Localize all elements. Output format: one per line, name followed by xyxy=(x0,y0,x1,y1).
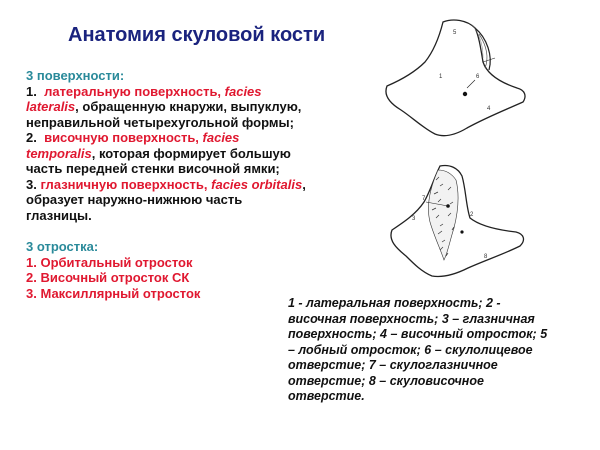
surface-item-3 xyxy=(26,177,311,224)
surface-num: 1. xyxy=(26,83,37,99)
figure-label-3: 3 xyxy=(412,216,416,222)
process-item-1: 1. Орбитальный отросток xyxy=(26,254,193,270)
bone-outline xyxy=(386,20,525,136)
surface-latin: facies lateralis xyxy=(26,83,262,114)
zygomatic-bone-medial-figure xyxy=(378,160,538,285)
zygomaticotemporal-foramen xyxy=(460,230,463,233)
surface-num: 3. xyxy=(26,176,37,192)
figure-label-7: 7 xyxy=(422,196,426,202)
surface-term: височную поверхность, facies temporalis xyxy=(26,130,240,161)
surfaces-block xyxy=(26,68,311,301)
zygomaticofacial-foramen xyxy=(463,92,467,96)
bone-outline xyxy=(391,165,524,276)
figure-label-5: 5 xyxy=(453,30,457,36)
surface-desc: , обращенную кнаружи, выпуклую, неправильной четырехугольной формы; xyxy=(26,99,302,130)
figure-label-1: 1 xyxy=(439,74,443,80)
process-item-3: 3. Максиллярный отросток xyxy=(26,285,201,301)
surface-num: 2. xyxy=(26,130,37,145)
surface-desc: , которая формирует большую часть передней стенки височной ямки; xyxy=(26,145,291,176)
label-pointer xyxy=(483,58,495,62)
surface-item-2 xyxy=(26,130,311,177)
figure-legend: 1 - латеральная поверхность; 2 - височная поверхность; 3 – глазничная поверхность; 4 – височный отросток; 5 – лобный отросток; 6 – скулолицевое отверстие; 7 – скулоглазничное отверстие; 8 – скуловисочное отверстие. xyxy=(288,296,548,403)
processes-heading: 3 отростка: xyxy=(26,239,99,254)
zygomatic-bone-lateral-figure xyxy=(375,14,535,142)
surface-term: латеральную поверхность, facies lateralis xyxy=(26,83,262,114)
process-item-2: 2. Височный отросток СК xyxy=(26,270,190,285)
figure-label-2: 2 xyxy=(470,212,474,218)
surfaces-heading: 3 поверхности: xyxy=(26,68,125,83)
surface-latin: facies temporalis xyxy=(26,130,240,161)
figure-label-6: 6 xyxy=(476,74,480,80)
surface-item-1 xyxy=(26,84,311,131)
surface-desc: , образует наружно-нижнюю часть глазницы. xyxy=(26,176,306,223)
surface-latin: facies orbitalis xyxy=(211,176,303,192)
page-title: Анатомия скуловой кости xyxy=(68,24,326,46)
figure-label-8: 8 xyxy=(484,254,488,260)
surface-term: глазничную поверхность, facies orbitalis xyxy=(40,176,303,192)
figure-label-4: 4 xyxy=(487,106,491,112)
